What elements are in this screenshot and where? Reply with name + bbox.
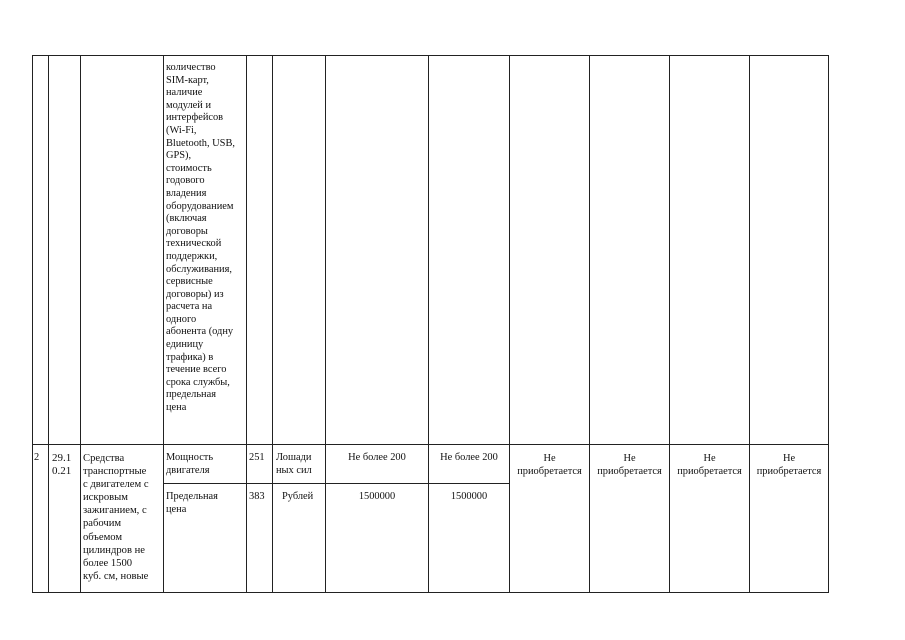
unit-name: Рублей bbox=[282, 491, 314, 502]
value-cell: 1500000 bbox=[450, 491, 488, 502]
subrow-separator bbox=[163, 483, 509, 484]
column-divider bbox=[80, 55, 81, 593]
category-value: Не приобретается bbox=[677, 453, 742, 477]
column-divider bbox=[428, 55, 429, 593]
column-divider bbox=[509, 55, 510, 593]
category-value: Не приобретается bbox=[756, 453, 822, 477]
unit-name: Лошади ных сил bbox=[276, 452, 312, 476]
column-divider bbox=[589, 55, 590, 593]
characteristic-name: Предельная цена bbox=[166, 491, 218, 515]
column-divider bbox=[828, 55, 829, 593]
column-divider bbox=[32, 55, 33, 593]
value-cell: Не более 200 bbox=[348, 452, 406, 463]
value-cell: Не более 200 bbox=[440, 452, 498, 463]
row-separator bbox=[32, 444, 829, 445]
okei-code: 383 bbox=[249, 491, 265, 502]
column-divider bbox=[272, 55, 273, 593]
column-divider bbox=[749, 55, 750, 593]
category-value: Не приобретается bbox=[517, 453, 582, 477]
table-bottom-border bbox=[32, 592, 829, 593]
column-divider bbox=[325, 55, 326, 593]
okei-code: 251 bbox=[249, 452, 265, 463]
characteristic-name: Мощность двигателя bbox=[166, 452, 214, 476]
characteristic-description: количество SIM-карт, наличие модулей и интерфейсов (Wi-Fi, Bluetooth, USB, GPS), стоимость годового владения оборудованием (включая договоры технической поддержки, обслуживания, сервисные договоры) из расчета на одного абонента (одну единицу трафика) в течение всего срока службы, предельная цена bbox=[166, 62, 235, 414]
row-number: 2 bbox=[34, 452, 40, 463]
column-divider bbox=[246, 55, 247, 593]
column-divider bbox=[163, 55, 164, 593]
column-divider bbox=[48, 55, 49, 593]
column-divider bbox=[669, 55, 670, 593]
category-value: Не приобретается bbox=[597, 453, 662, 477]
okpd-code: 29.1 0.21 bbox=[52, 452, 72, 477]
value-cell: 1500000 bbox=[358, 491, 396, 502]
table-top-border bbox=[32, 55, 829, 56]
product-name: Средства транспортные с двигателем с искровым зажиганием, с рабочим объемом цилиндров не более 1500 куб. см, новые bbox=[83, 453, 149, 582]
